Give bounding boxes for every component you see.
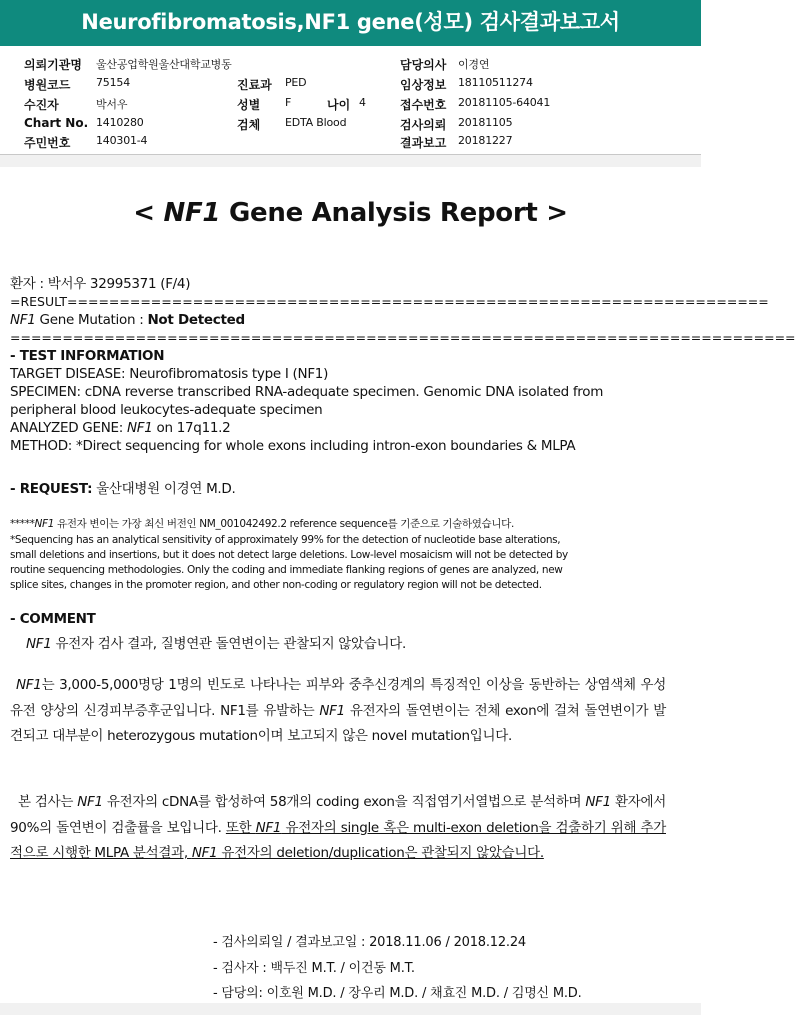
p2-text-c: 환자에서 90%의 돌연변이 검출률을 보입니다. (10, 794, 666, 836)
comment-gene: NF1 (26, 636, 52, 652)
note-1-gene: NF1 (34, 518, 55, 530)
p1-text-a: 는 3,000-5,000명당 1명의 빈도로 나타나는 피부와 중추신경계의 특징적인 이상을 동반하는 상염색체 우성유전 양상의 신경피부증후군입니다. NF1를 유발하는 (10, 677, 666, 719)
specimen-line-2: peripheral blood leukocytes-adequate specimen (10, 402, 323, 418)
section-divider (0, 155, 701, 167)
clinical-label: 임상정보 (400, 78, 447, 92)
analyzed-gene-label: ANALYZED GENE: (10, 420, 127, 436)
target-disease: TARGET DISEASE: Neurofibromatosis type I (NF1) (10, 366, 329, 382)
p2-underlined-gene: NF1 (255, 819, 282, 836)
mutation-line (10, 312, 245, 328)
report-date-label: 결과보고 (400, 136, 447, 150)
receipt-value: 20181105-64041 (458, 96, 551, 109)
department-label: 진료과 (237, 78, 272, 92)
footer-divider (0, 1003, 701, 1015)
sex-value: F (285, 96, 292, 109)
p1-text-b: 유전자의 돌연변이는 전체 exon에 걸쳐 돌연변이가 발견되고 대부분이 heterozygous mutation이며 보고되지 않은 novel mutation입니다. (10, 702, 666, 744)
report-heading-suffix: Gene Analysis Report > (220, 198, 568, 228)
patient-line: 환자 : 박서우 32995371 (F/4) (10, 276, 191, 292)
institution-value: 울산공업학원울산대학교병동 (96, 58, 232, 71)
signature-testers: - 검사자 : 백두진 M.T. / 이건동 M.T. (213, 961, 415, 976)
doctor-label: 담당의사 (400, 58, 447, 72)
report-date-value: 20181227 (458, 134, 513, 147)
specimen-line-1: SPECIMEN: cDNA reverse transcribed RNA-adequate specimen. Genomic DNA isolated from (10, 384, 604, 400)
method-line: METHOD: *Direct sequencing for whole exons including intron-exon boundaries & MLPA (10, 438, 576, 454)
report-title-bar (0, 0, 701, 46)
chart-label: Chart No. (24, 116, 89, 130)
clinical-value: 18110511274 (458, 76, 533, 89)
p1-gene-2: NF1 (319, 702, 345, 719)
p2-underlined-b: 유전자의 single 혹은 multi-exon deletion을 검출하기 위해 추가적으로 시행한 MLPA 분석결과, (10, 819, 666, 861)
request-value: 울산대병원 이경연 M.D. (92, 481, 236, 497)
department-value: PED (285, 76, 307, 89)
mutation-gene: NF1 (10, 312, 36, 328)
signature-dates: - 검사의뢰일 / 결과보고일 : 2018.11.06 / 2018.12.24 (213, 935, 527, 950)
chart-value: 1410280 (96, 116, 144, 129)
request-label: - REQUEST: (10, 481, 93, 497)
request-line (10, 477, 236, 497)
age-value: 4 (359, 96, 366, 109)
note-line-3: small deletions and insertions, but it does not detect large deletions. Low-level mosaicism will not be detected by (10, 549, 568, 561)
sample-value: EDTA Blood (285, 116, 347, 129)
hospital-code-value: 75154 (96, 76, 130, 89)
p2-text-b: 유전자의 cDNA를 합성하여 58개의 coding exon을 직접염기서열법으로 분석하며 (102, 794, 586, 810)
comment-paragraph-2 (10, 790, 666, 867)
comment-summary (26, 632, 406, 652)
note-line-4: routine sequencing methodologies. Only the coding and immediate flanking regions of genes are analyzed, new (10, 564, 563, 576)
report-heading-prefix: < (133, 198, 164, 228)
report-heading-gene: NF1 (163, 198, 221, 228)
sample-label: 검체 (237, 118, 261, 132)
request-date-label: 검사의뢰 (400, 118, 447, 132)
p2-underlined-a: 또한 (225, 819, 256, 836)
analyzed-gene-value: NF1 (126, 420, 153, 436)
mutation-label: Gene Mutation : (35, 312, 148, 328)
sex-label: 성별 (237, 98, 261, 112)
p2-gene: NF1 (77, 794, 103, 810)
request-date-value: 20181105 (458, 116, 513, 129)
signature-doctors: - 담당의: 이호원 M.D. / 장우리 M.D. / 채효진 M.D. / 김명신 M.D. (213, 986, 582, 1001)
report-heading (0, 198, 701, 228)
p2-text-a: 본 검사는 (18, 794, 78, 810)
note-1-prefix: ***** (10, 518, 35, 530)
p2-gene-2: NF1 (585, 794, 611, 810)
note-line-5: splice sites, changes in the promoter region, and other non-coding or regulatory region will not be detected. (10, 579, 542, 591)
comment-header: - COMMENT (10, 611, 96, 627)
note-line-2: *Sequencing has an analytical sensitivity of approximately 99% for the detection of nucleotide base alterations, (10, 534, 561, 546)
patient-value: 박서우 (96, 98, 128, 111)
analyzed-gene (10, 420, 230, 436)
header-title: Neurofibromatosis,NF1 gene(성모) 검사결과보고서 (81, 10, 620, 34)
p2-underlined-gene-2: NF1 (191, 845, 218, 861)
p2-underlined-c: 유전자의 deletion/duplication은 관찰되지 않았습니다. (217, 845, 544, 861)
result-line: =RESULT=================================================================== (10, 294, 769, 309)
separator-line: =========================================================================== (10, 330, 796, 345)
doctor-value: 이경연 (458, 58, 490, 71)
patient-label: 수진자 (24, 98, 59, 112)
rrn-label: 주민번호 (24, 136, 71, 150)
rrn-value: 140301-4 (96, 134, 148, 147)
hospital-code-label: 병원코드 (24, 78, 71, 92)
test-info-header: - TEST INFORMATION (10, 348, 165, 364)
institution-label: 의뢰기관명 (24, 58, 82, 72)
patient-info-header (0, 48, 701, 155)
comment-text: 유전자 검사 결과, 질병연관 돌연변이는 관찰되지 않았습니다. (51, 636, 407, 652)
receipt-label: 접수번호 (400, 98, 447, 112)
note-line-1 (10, 517, 514, 532)
note-1-text: 유전자 변이는 가장 최신 버전인 NM_001042492.2 reference sequence를 기준으로 기술하였습니다. (54, 518, 514, 530)
analyzed-gene-locus: on 17q11.2 (152, 420, 231, 436)
age-label: 나이 (327, 98, 351, 112)
mutation-value: Not Detected (147, 312, 245, 328)
comment-paragraph-1 (10, 673, 666, 750)
p1-gene: NF1 (16, 677, 42, 693)
